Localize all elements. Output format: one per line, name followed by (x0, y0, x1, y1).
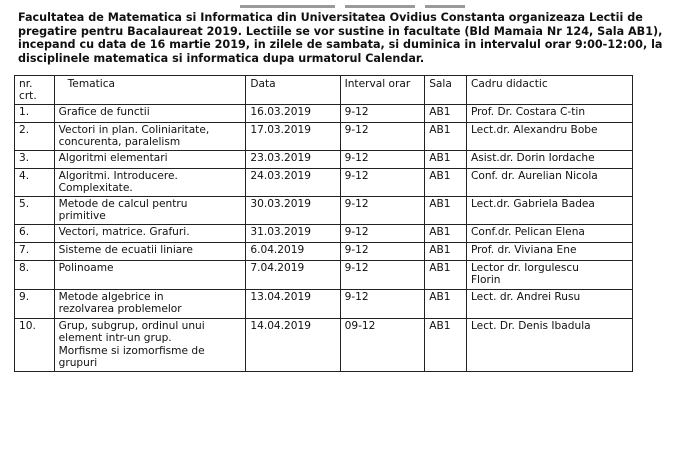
cadru-line: Lect.dr. Gabriela Badea (470, 198, 595, 210)
table-row (15, 151, 633, 169)
tematica-line: Morfisme si izomorfisme de (58, 344, 205, 357)
cell-cadru (466, 151, 632, 169)
cell-sala: AB1 (425, 243, 467, 261)
cell-data: 16.03.2019 (246, 105, 340, 123)
cell-cadru (466, 169, 632, 197)
tematica-line: Vectori, matrice. Grafuri. (58, 226, 190, 238)
cell-cadru (466, 290, 632, 319)
cadru-line: Lect. dr. Andrei Rusu (470, 291, 581, 303)
cell-nr: 8. (15, 261, 55, 290)
cell-data: 24.03.2019 (246, 169, 340, 197)
tematica-line: Metode de calcul pentru (58, 198, 188, 210)
cadru-line: Florin (470, 274, 501, 287)
cell-nr: 10. (15, 319, 55, 372)
header-sala: Sala (425, 76, 467, 105)
cadru-line: Conf. dr. Aurelian Nicola (470, 170, 598, 182)
intro-line: disciplinele matematica si informatica dupa urmatorul Calendar. (18, 51, 425, 65)
tematica-line: element intr-un grup. (58, 332, 172, 345)
cell-tematica (54, 225, 246, 243)
intro-line: incepand cu data de 16 martie 2019, in zilele de sambata, si duminica in intervalul orar 9:00-12:00, la (18, 38, 663, 52)
cell-sala: AB1 (425, 151, 467, 169)
cell-data: 23.03.2019 (246, 151, 340, 169)
cell-sala: AB1 (425, 197, 467, 225)
cell-sala: AB1 (425, 319, 467, 372)
tematica-line: Sisteme de ecuatii liniare (58, 244, 193, 256)
table-row (15, 197, 633, 225)
cell-sala: AB1 (425, 290, 467, 319)
cell-tematica (54, 123, 246, 151)
header-nr-line2: crt. (19, 90, 37, 103)
cell-cadru (466, 105, 632, 123)
cell-interval: 9-12 (340, 290, 425, 319)
table-body (15, 105, 633, 372)
cell-data: 17.03.2019 (246, 123, 340, 151)
cell-interval: 9-12 (340, 169, 425, 197)
tematica-line: rezolvarea problemelor (58, 303, 182, 316)
cell-tematica (54, 261, 246, 290)
cell-tematica (54, 151, 246, 169)
cell-sala: AB1 (425, 105, 467, 123)
cell-sala: AB1 (425, 123, 467, 151)
cadru-line: Lect. Dr. Denis Ibadula (470, 320, 591, 332)
tematica-line: Algoritmi. Introducere. (58, 170, 178, 182)
table-row (15, 261, 633, 290)
tematica-line: grupuri (58, 357, 98, 370)
header-tematica: Tematica (54, 76, 246, 105)
cell-nr: 6. (15, 225, 55, 243)
cell-interval: 9-12 (340, 105, 425, 123)
cell-data: 14.04.2019 (246, 319, 340, 372)
cell-data: 13.04.2019 (246, 290, 340, 319)
cell-sala: AB1 (425, 169, 467, 197)
cell-nr: 5. (15, 197, 55, 225)
cell-tematica (54, 243, 246, 261)
cadru-line: Lector dr. Iorgulescu (470, 262, 579, 274)
cell-sala: AB1 (425, 225, 467, 243)
cadru-line: Prof. Dr. Costara C-tin (470, 106, 586, 118)
cell-cadru (466, 225, 632, 243)
tematica-line: Complexitate. (58, 182, 133, 195)
cell-sala: AB1 (425, 261, 467, 290)
tematica-line: Metode algebrice in (58, 291, 164, 303)
cadru-line: Asist.dr. Dorin Iordache (470, 152, 595, 164)
table-row (15, 105, 633, 123)
cell-interval: 09-12 (340, 319, 425, 372)
cropped-text-fragment (0, 5, 700, 10)
cell-data: 31.03.2019 (246, 225, 340, 243)
cell-cadru (466, 197, 632, 225)
cell-cadru (466, 243, 632, 261)
cropped-text-above (0, 0, 700, 10)
cell-tematica (54, 319, 246, 372)
cell-nr: 3. (15, 151, 55, 169)
cell-tematica (54, 290, 246, 319)
cell-tematica (54, 197, 246, 225)
intro-line: Facultatea de Matematica si Informatica din Universitatea Ovidius Constanta organizeaza Lectii de (18, 11, 643, 24)
cadru-line: Prof. dr. Viviana Ene (470, 244, 577, 256)
table-row (15, 123, 633, 151)
cell-nr: 4. (15, 169, 55, 197)
tematica-line: Polinoame (58, 262, 114, 274)
cell-tematica (54, 169, 246, 197)
tematica-line: Grup, subgrup, ordinul unui (58, 320, 205, 332)
tematica-line: concurenta, paralelism (58, 136, 181, 149)
cropped-text-below (14, 446, 634, 453)
tematica-line: Algoritmi elementari (58, 152, 168, 164)
table-row (15, 290, 633, 319)
tematica-line: primitive (58, 210, 106, 223)
cell-tematica (54, 105, 246, 123)
header-interval: Interval orar (340, 76, 425, 105)
header-data: Data (246, 76, 340, 105)
cell-data: 7.04.2019 (246, 261, 340, 290)
cell-interval: 9-12 (340, 151, 425, 169)
intro-paragraph (18, 11, 694, 65)
tematica-line: Vectori in plan. Coliniaritate, (58, 124, 210, 136)
cell-nr: 2. (15, 123, 55, 151)
table-row (15, 169, 633, 197)
table-header-row (15, 76, 633, 105)
header-cadru: Cadru didactic (466, 76, 632, 105)
table-row (15, 319, 633, 372)
cell-interval: 9-12 (340, 123, 425, 151)
cell-data: 6.04.2019 (246, 243, 340, 261)
header-nr-line1: nr. (19, 78, 33, 90)
cell-data: 30.03.2019 (246, 197, 340, 225)
header-nr (15, 76, 55, 105)
intro-line: pregatire pentru Bacalaureat 2019. Lectiile se vor sustine in facultate (Bld Mamaia Nr 124, Sala AB1), (18, 24, 663, 38)
cadru-line: Lect.dr. Alexandru Bobe (470, 124, 598, 136)
tematica-line: Grafice de functii (58, 106, 150, 118)
cell-interval: 9-12 (340, 261, 425, 290)
cell-interval: 9-12 (340, 243, 425, 261)
table-row (15, 225, 633, 243)
cell-cadru (466, 261, 632, 290)
cell-nr: 1. (15, 105, 55, 123)
cell-cadru (466, 319, 632, 372)
cell-nr: 9. (15, 290, 55, 319)
schedule-table (14, 75, 633, 372)
cell-interval: 9-12 (340, 197, 425, 225)
table-row (15, 243, 633, 261)
cadru-line: Conf.dr. Pelican Elena (470, 226, 585, 238)
cell-interval: 9-12 (340, 225, 425, 243)
cell-cadru (466, 123, 632, 151)
cell-nr: 7. (15, 243, 55, 261)
